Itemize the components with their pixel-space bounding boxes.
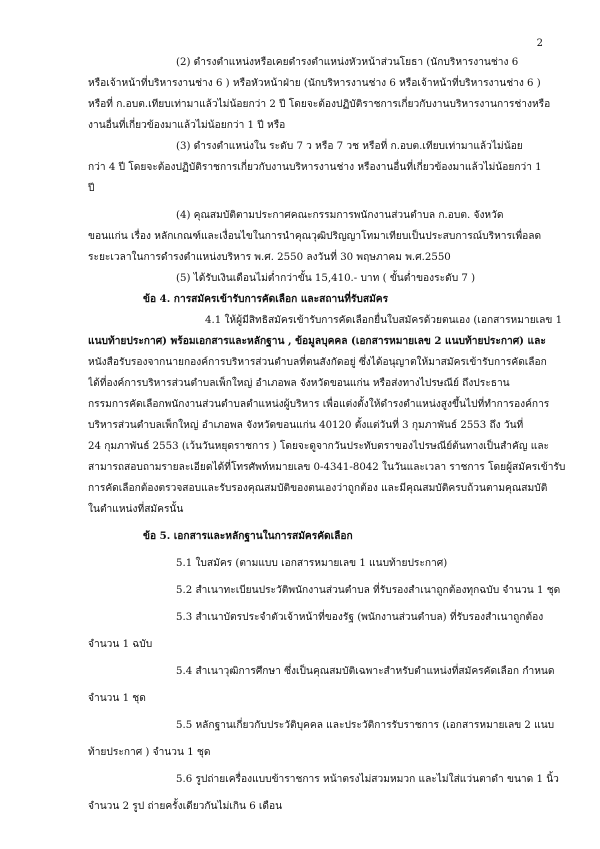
- document-body: [88, 52, 566, 817]
- item-3-line-1: (3) ดำรงตำแหน่งใน ระดับ 7 ว หรือ 7 วช หรือที่ ก.อบต.เทียบเท่ามาแล้วไม่น้อย: [176, 141, 523, 152]
- section-5-item-5-count: ท้ายประกาศ ) จำนวน 1 ชุด: [88, 747, 211, 758]
- section-4-line-9: การคัดเลือกต้องตรวจสอบและรับรองคุณสมบัติของตนเองว่าถูกต้อง และมีคุณสมบัติครบถ้วนตามคุณสมบัติ: [88, 483, 548, 494]
- item-3-line-3: ปี: [88, 183, 95, 194]
- section-5-item-6: 5.6 รูปถ่ายเครื่องแบบข้าราชการ หน้าตรงไม่สวมหมวก และไม่ใส่แว่นตาดำ ขนาด 1 นิ้ว: [176, 774, 559, 785]
- section-5-item-4: 5.4 สำเนาวุฒิการศึกษา ซึ่งเป็นคุณสมบัติเฉพาะสำหรับตำแหน่งที่สมัครคัดเลือก กำหนด: [176, 666, 555, 677]
- section-4-line-4: ได้ที่องค์การบริหารส่วนตำบลเพ็กใหญ่ อำเภอพล จังหวัดขอนแก่น หรือส่งทางไปรษณีย์ ถึงประธาน: [88, 378, 510, 389]
- item-2-line-1: (2) ดำรงตำแหน่งหรือเคยดำรงตำแหน่งหัวหน้าส่วนโยธา (นักบริหารงานช่าง 6: [176, 57, 519, 68]
- item-4-line-2: ขอนแก่น เรื่อง หลักเกณฑ์และเงื่อนไขในการนำคุณวุฒิปริญญาโทมาเทียบเป็นประสบการณ์บริหารเพื่อลด: [88, 231, 542, 242]
- section-4-line-7: 24 กุมภาพันธ์ 2553 (เว้นวันหยุดราชการ ) โดยจะดูจากวันประทับตราของไปรษณีย์ต้นทางเป็นสำคัญ และ: [88, 441, 550, 452]
- section-5-item-4-count: จำนวน 1 ชุด: [88, 693, 146, 704]
- section-4-line-10: ในตำแหน่งที่สมัครนั้น: [88, 504, 184, 515]
- section-4-line-2: แนบท้ายประกาศ) พร้อมเอกสารและหลักฐาน , ข้อมูลบุคคล (เอกสารหมายเลข 2 แนบท้ายประกาศ) และ: [88, 335, 546, 347]
- item-2-line-4: งานอื่นที่เกี่ยวข้องมาแล้วไม่น้อยกว่า 1 ปี หรือ: [88, 120, 286, 131]
- item-2-line-3: หรือที่ ก.อบต.เทียบเท่ามาแล้วไม่น้อยกว่า 2 ปี โดยจะต้องปฏิบัติราชการเกี่ยวกับงานบริหารงานการช่างหรือ: [88, 99, 551, 110]
- item-3-line-2: กว่า 4 ปี โดยจะต้องปฏิบัติราชการเกี่ยวกับงานบริหารงานช่าง หรืองานอื่นที่เกี่ยวข้องมาแล้วไม่น้อยกว่า 1: [88, 162, 542, 173]
- section-4-line-6: บริหารส่วนตำบลเพ็กใหญ่ อำเภอพล จังหวัดขอนแก่น 40120 ตั้งแต่วันที่ 3 กุมภาพันธ์ 2553 ถึง วันที่: [88, 420, 524, 431]
- section-5-item-3: 5.3 สำเนาบัตรประจำตัวเจ้าหน้าที่ของรัฐ (พนักงานส่วนตำบล) ที่รับรองสำเนาถูกต้อง: [176, 612, 544, 623]
- section-4-heading: ข้อ 4. การสมัครเข้ารับการคัดเลือก และสถานที่รับสมัคร: [143, 293, 389, 305]
- section-5-item-3-count: จำนวน 1 ฉบับ: [88, 639, 153, 650]
- item-2-line-2: หรือเจ้าหน้าที่บริหารงานช่าง 6 ) หรือหัวหน้าฝ่าย (นักบริหารงานช่าง 6 หรือเจ้าหน้าที่บริหารงานช่าง 6 ): [88, 78, 541, 89]
- section-4-line-1: 4.1 ให้ผู้มีสิทธิสมัครเข้ารับการคัดเลือกยื่นใบสมัครด้วยตนเอง (เอกสารหมายเลข 1: [205, 315, 563, 326]
- section-5-item-5: 5.5 หลักฐานเกี่ยวกับประวัติบุคคล และประวัติการรับราชการ (เอกสารหมายเลข 2 แนบ: [176, 720, 555, 731]
- section-5-item-1: 5.1 ใบสมัคร (ตามแบบ เอกสารหมายเลข 1 แนบท้ายประกาศ): [176, 558, 448, 569]
- section-4-line-8: สามารถสอบถามรายละเอียดได้ที่โทรศัพท์หมายเลข 0-4341-8042 ในวันและเวลา ราชการ โดยผู้สมัครเข้ารับ: [88, 462, 566, 473]
- section-5-heading: ข้อ 5. เอกสารและหลักฐานในการสมัครคัดเลือก: [143, 530, 353, 542]
- section-4-line-5: กรรมการคัดเลือกพนักงานส่วนตำบลตำแหน่งผู้บริหาร เพื่อแต่งตั้งให้ดำรงตำแหน่งสูงขึ้นไปที่ทำการองค์การ: [88, 399, 550, 410]
- section-5-item-2: 5.2 สำเนาทะเบียนประวัติพนักงานส่วนตำบล ที่รับรองสำเนาถูกต้องทุกฉบับ จำนวน 1 ชุด: [176, 585, 561, 596]
- page-number: 2: [536, 38, 543, 49]
- item-4-line-1: (4) คุณสมบัติตามประกาศคณะกรรมการพนักงานส่วนตำบล ก.อบต. จังหวัด: [176, 210, 504, 221]
- section-5-item-6-count: จำนวน 2 รูป ถ่ายครั้งเดียวกันไม่เกิน 6 เดือน: [88, 801, 283, 812]
- item-4-line-3: ระยะเวลาในการดำรงตำแหน่งบริหาร พ.ศ. 2550 ลงวันที่ 30 พฤษภาคม พ.ศ.2550: [88, 252, 451, 263]
- item-5: (5) ได้รับเงินเดือนไม่ต่ำกว่าขั้น 15,410.- บาท ( ขั้นต่ำของระดับ 7 ): [176, 273, 476, 284]
- section-4-line-3: หนังสือรับรองจากนายกองค์การบริหารส่วนตำบลที่ตนสังกัดอยู่ ซึ่งได้อนุญาตให้มาสมัครเข้ารับการคัดเลือก: [88, 357, 547, 368]
